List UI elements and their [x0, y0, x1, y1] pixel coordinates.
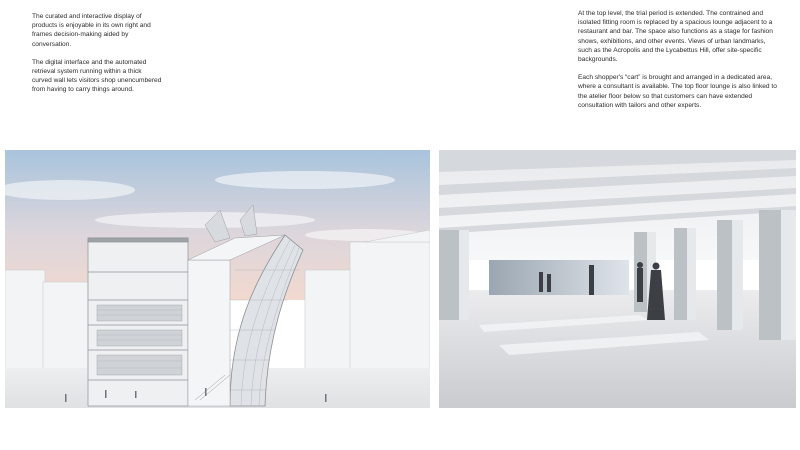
right-paragraph-2: Each shopper's “cart” is brought and arranged in a dedicated area, where a consultant is available. The top floor lounge is also linked to the atelier floor below so that customers can have extended consultation with tailors and other experts.	[578, 74, 777, 109]
lounge-render	[439, 150, 796, 408]
city-view	[489, 260, 629, 295]
section-drawing	[5, 150, 430, 408]
left-description	[32, 12, 162, 104]
left-paragraph-2: The digital interface and the automated retrieval system running within a thick curved wall lets visitors shop unencumbered from having to carry things around.	[32, 58, 162, 94]
section-building	[88, 238, 188, 406]
left-paragraph-1: The curated and interactive display of products is enjoyable in its own right and frames decision-making aided by conversation.	[32, 13, 151, 48]
right-description	[578, 9, 778, 119]
right-paragraph-1: At the top level, the trial period is extended. The contrained and isolated fitting room is replaced by a spacious lounge adjacent to a restaurant and bar. The space also functions as a stage for fashion shows, exhibitions, and other events. Views of urban landmarks, such as the Acropolis and the Lycabettus Hill, offer site-specific backgrounds.	[578, 10, 773, 64]
lounge-render-image	[439, 150, 796, 408]
building-section-image	[5, 150, 430, 408]
